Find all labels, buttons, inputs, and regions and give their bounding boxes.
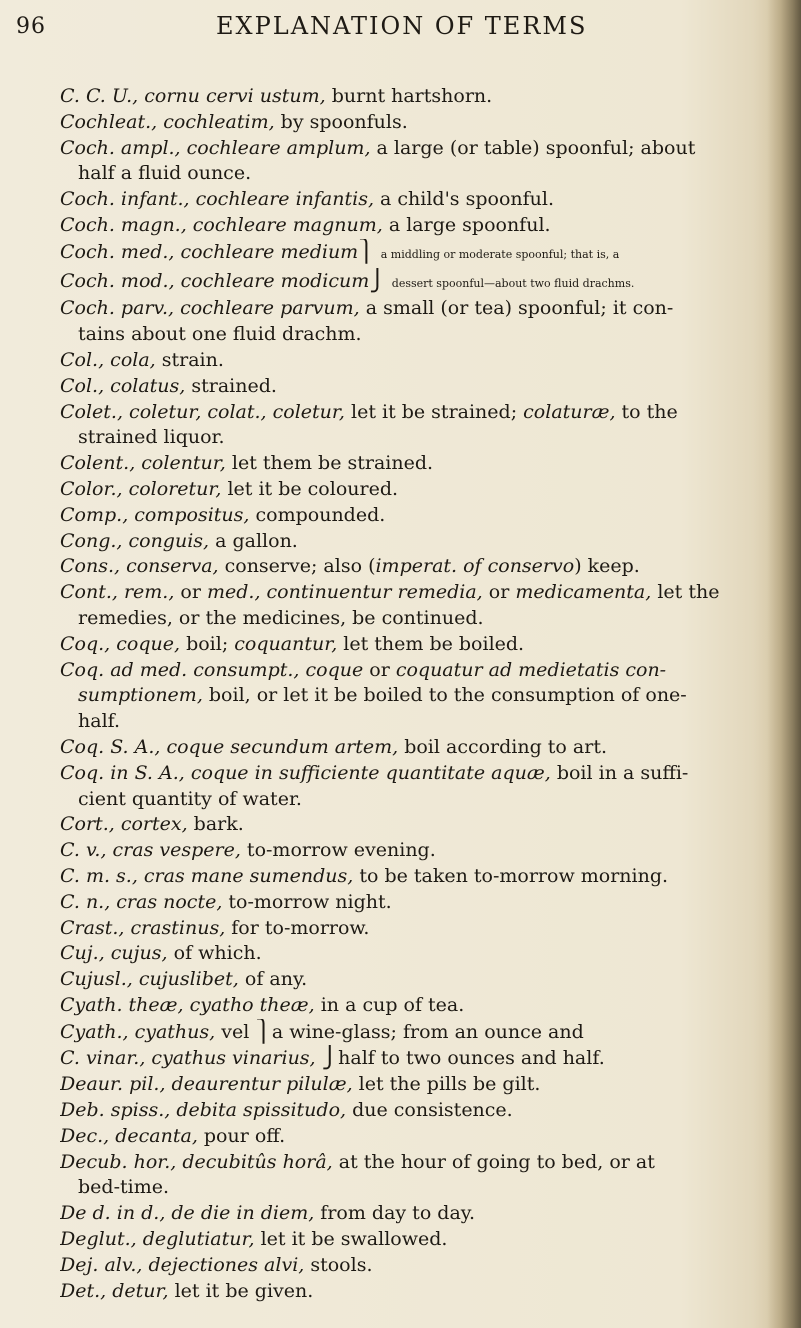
entry-cochleat: [60, 110, 765, 136]
entry-col: [60, 348, 765, 374]
entry-definition: from day to day.: [314, 1202, 476, 1225]
entry-c-vinar: [60, 1045, 765, 1072]
entry-definition: to-morrow evening.: [240, 839, 436, 862]
entry-small-definition: a middling or moderate spoonful; that is, a: [380, 247, 620, 261]
entry-term: C. vinar., cyathus vinarius,: [60, 1047, 316, 1070]
entry-definition: let it be given.: [168, 1279, 314, 1302]
entry-term: Cuj., cujus,: [60, 942, 168, 965]
entry-continuation: [60, 683, 765, 709]
entry-term: Coch. magn., cochleare magnum,: [60, 213, 383, 236]
entry-definition: by spoonfuls.: [274, 110, 408, 133]
entry-colet: [60, 400, 765, 426]
entry-term: Coch. parv., cochleare parvum,: [60, 297, 360, 320]
glossary-body: [60, 84, 765, 1304]
entry-continuation: strained liquor.: [78, 426, 225, 449]
entry-definition: of any.: [238, 968, 308, 991]
entry-term: C. v., cras vespere,: [60, 839, 241, 862]
entry-definition: a large spoonful.: [382, 213, 551, 236]
entry-definition: pour off.: [197, 1124, 286, 1147]
entry-term: Cyath., cyathus,: [60, 1020, 216, 1043]
entry-definition: ) keep.: [574, 555, 640, 578]
entry-definition: to be taken to-morrow morning.: [353, 864, 669, 887]
brace-mark: ⎭: [369, 267, 386, 293]
entry-term: Coch. mod., cochleare modicum: [60, 269, 370, 292]
entry-term: C. m. s., cras mane sumendus,: [60, 864, 354, 887]
entry-continuation: cient quantity of water.: [78, 787, 302, 810]
entry-definition: strain.: [155, 348, 224, 371]
entry-definition: or: [363, 658, 396, 681]
entry-definition: strained.: [185, 374, 277, 397]
entry-definition: burnt hartshorn.: [325, 85, 493, 107]
entry-term: Col., colatus,: [60, 374, 186, 397]
entry-continuation: half.: [78, 710, 121, 733]
brace-mark: ⎭: [321, 1045, 339, 1071]
entry-det: [60, 1279, 765, 1305]
entry-definition: or: [482, 581, 516, 604]
entry-c-m-s: [60, 864, 765, 890]
entry-term: Cort., cortex,: [60, 813, 188, 836]
entry-cuj: [60, 941, 765, 967]
entry-deaur-pil: [60, 1072, 765, 1098]
entry-definition: of which.: [167, 942, 262, 965]
entry-definition: compounded.: [249, 503, 386, 526]
entry-definition: let it be strained;: [344, 400, 524, 423]
entry-term: Coq. S. A., coque secundum artem,: [60, 735, 399, 758]
entry-definition: a large (or table) spoonful; about: [370, 136, 696, 159]
entry-definition: boil in a suffi-: [550, 761, 689, 784]
entry-term: Cyath. theæ, cyatho theæ,: [60, 993, 315, 1016]
entry-coch-ampl: [60, 136, 765, 162]
entry-definition: let the pills be gilt.: [352, 1073, 541, 1096]
entry-definition: a wine-glass; from an ounce and: [271, 1020, 584, 1043]
entry-definition: vel: [215, 1020, 250, 1043]
entry-definition: boil according to art.: [398, 735, 607, 758]
entry-term: Cong., conguis,: [60, 529, 210, 552]
entry-continuation: tains about one fluid drachm.: [78, 323, 362, 346]
entry-crast: [60, 916, 765, 942]
entry-latin: imperat. of conservo: [375, 555, 575, 578]
entry-coch-mod: [60, 268, 765, 297]
entry-decub-hor: [60, 1150, 765, 1176]
entry-term: Col., cola,: [60, 348, 156, 371]
entry-small-definition: dessert spoonful—about two fluid drachms.: [391, 276, 635, 290]
entry-term: Det., detur,: [60, 1279, 169, 1302]
entry-dej-alv: [60, 1253, 765, 1279]
entry-coch-med: [60, 239, 765, 268]
entry-cont: [60, 580, 765, 606]
entry-term: Comp., compositus,: [60, 503, 250, 526]
entry-continuation: bed-time.: [78, 1176, 170, 1199]
entry-c-v: [60, 838, 765, 864]
entry-definition: in a cup of tea.: [314, 993, 465, 1016]
entry-cujusl: [60, 967, 765, 993]
page-header: [16, 8, 756, 48]
entry-term: C. n., cras nocte,: [60, 890, 223, 913]
entry-de-d-in-d: [60, 1201, 765, 1227]
entry-term: De d. in d., de die in diem,: [60, 1202, 315, 1225]
entry-term: Dej. alv., dejectiones alvi,: [60, 1253, 305, 1276]
entry-term: Dec., decanta,: [60, 1124, 198, 1147]
page-edge-shadow: [767, 0, 801, 1328]
running-title: EXPLANATION OF TERMS: [216, 12, 588, 40]
entry-term: Coch. med., cochleare medium: [60, 240, 359, 263]
entry-definition: let the: [651, 581, 720, 604]
entry-latin: sumptionem,: [78, 684, 203, 707]
entry-coch-parv: [60, 296, 765, 322]
entry-latin: coquantur,: [234, 632, 338, 655]
entry-definition: to-morrow night.: [222, 890, 392, 913]
entry-latin: colaturæ,: [523, 400, 616, 423]
entry-comp: [60, 503, 765, 529]
entry-term: Deglut., deglutiatur,: [60, 1228, 255, 1251]
entry-coq-s-a: [60, 735, 765, 761]
entry-definition: to the: [615, 400, 678, 423]
entry-cyath: [60, 1019, 765, 1046]
entry-term: Deb. spiss., debita spissitudo,: [60, 1099, 347, 1122]
entry-term: Color., coloretur,: [60, 477, 222, 500]
entry-color: [60, 477, 765, 503]
entry-cyath-theae: [60, 993, 765, 1019]
entry-latin: coquatur ad medietatis con-: [395, 658, 667, 681]
entry-term: C. C. U., cornu cervi ustum,: [60, 85, 326, 107]
entry-term: Coq. ad med. consumpt., coque: [60, 658, 364, 681]
entry-term: Coch. infant., cochleare infantis,: [60, 188, 374, 211]
brace-mark: ⎫: [358, 238, 375, 264]
entry-term: Coq. in S. A., coque in sufficiente quantitate aquæ,: [60, 761, 551, 784]
entry-dec: [60, 1124, 765, 1150]
entry-cons: [60, 554, 765, 580]
entry-definition: let them be strained.: [225, 452, 434, 475]
entry-deb-spiss: [60, 1098, 765, 1124]
entry-definition: a child's spoonful.: [373, 188, 555, 211]
entry-definition: for to-morrow.: [225, 916, 370, 939]
entry-coch-infant: [60, 187, 765, 213]
brace-mark: ⎫: [255, 1018, 272, 1044]
entry-term: Cont., rem.,: [60, 581, 175, 604]
entry-colent: [60, 451, 765, 477]
page-number: 96: [16, 14, 46, 39]
entry-col-colatus: [60, 374, 765, 400]
entry-term: Coch. ampl., cochleare amplum,: [60, 136, 371, 159]
entry-coq-in-s-a: [60, 761, 765, 787]
entry-definition: bark.: [187, 813, 244, 836]
entry-deglut: [60, 1227, 765, 1253]
entry-definition: let them be boiled.: [337, 632, 525, 655]
entry-term: Cujusl., cujuslibet,: [60, 968, 239, 991]
entry-latin: med., continuentur remedia,: [207, 581, 483, 604]
entry-cort: [60, 812, 765, 838]
entry-coq: [60, 632, 765, 658]
entry-term: Coq., coque,: [60, 632, 181, 655]
entry-definition: let it be coloured.: [221, 477, 399, 500]
entry-definition: conserve; also (: [218, 555, 376, 578]
entry-coch-magn: [60, 213, 765, 239]
entry-definition: boil;: [180, 632, 235, 655]
entry-definition: at the hour of going to bed, or at: [332, 1150, 655, 1173]
entry-latin: medicamenta,: [515, 581, 652, 604]
entry-term: Deaur. pil., deaurentur pilulæ,: [60, 1073, 353, 1096]
entry-c-n: [60, 890, 765, 916]
entry-term: Colent., colentur,: [60, 452, 226, 475]
entry-definition: or: [174, 581, 207, 604]
entry-continuation: remedies, or the medicines, be continued.: [78, 606, 484, 629]
entry-continuation: half a fluid ounce.: [78, 162, 252, 185]
entry-c-c-u: [60, 84, 765, 110]
entry-definition: due consistence.: [346, 1099, 513, 1122]
entry-cong: [60, 529, 765, 555]
entry-term: Colet., coletur, colat., coletur,: [60, 400, 345, 423]
entry-definition: let it be swallowed.: [254, 1228, 448, 1251]
entry-definition: a gallon.: [209, 529, 298, 552]
entry-term: Cons., conserva,: [60, 555, 219, 578]
entry-term: Crast., crastinus,: [60, 916, 226, 939]
entry-definition: a small (or tea) spoonful; it con-: [359, 297, 674, 320]
entry-coq-ad-med: [60, 658, 765, 684]
entry-definition: stools.: [304, 1253, 373, 1276]
entry-definition: half to two ounces and half.: [338, 1047, 605, 1070]
entry-term: Decub. hor., decubitûs horâ,: [60, 1150, 333, 1173]
entry-definition: boil, or let it be boiled to the consumption of one-: [202, 684, 687, 707]
entry-term: Cochleat., cochleatim,: [60, 110, 275, 133]
